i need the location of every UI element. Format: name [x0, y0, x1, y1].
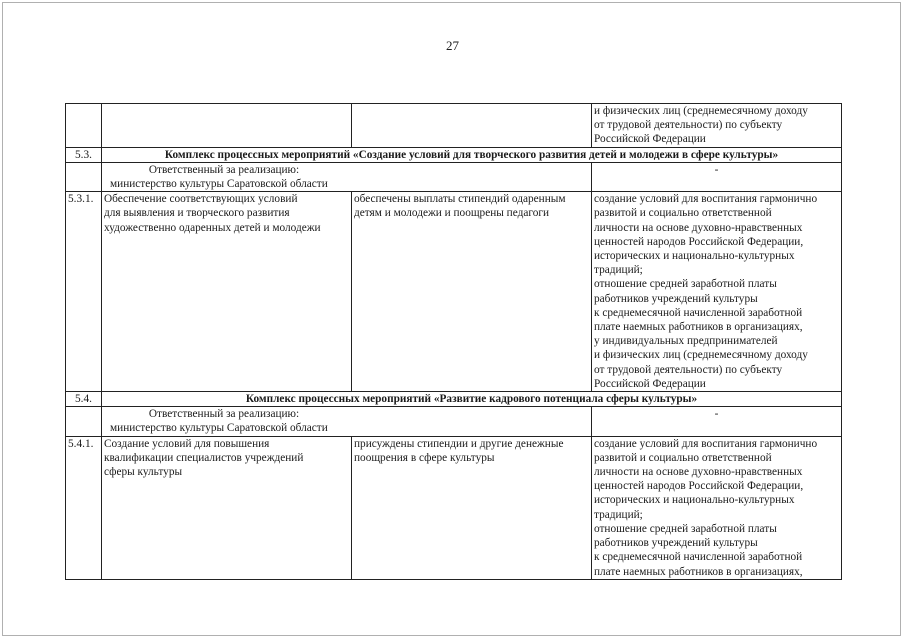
responsible-cell [102, 162, 592, 191]
responsible-cell [102, 407, 592, 436]
result-line: личности на основе духовно-нравственных [594, 466, 803, 479]
result-line: от трудовой деятельности) по субъекту [594, 119, 783, 132]
cell-result [592, 436, 842, 579]
result-line: исторических и национально-культурных [594, 494, 795, 507]
result-line: к среднемесячной начисленной заработной [594, 551, 803, 564]
table-row [66, 436, 842, 579]
responsible-label: Ответственный за реализацию: [148, 408, 300, 421]
responsible-dash: - [592, 162, 842, 191]
result-line: и физических лиц (среднемесячному доходу [594, 105, 808, 117]
section-title: Комплекс процессных мероприятий «Создание условий для творческого развития детей и молодежи в сфере культуры» [102, 147, 842, 162]
responsible-row [66, 162, 842, 191]
effect-line: присуждены стипендии и другие денежные [354, 437, 564, 450]
result-line: работников учреждений культуры [594, 292, 758, 305]
cell-result [592, 192, 842, 392]
result-line: от трудовой деятельности) по субъекту [594, 363, 783, 376]
task-line: квалификации специалистов учреждений [104, 451, 304, 464]
result-line: ценностей народов Российской Федерации, [594, 480, 804, 493]
responsible-label: Ответственный за реализацию: [148, 163, 300, 176]
cell-number [66, 162, 102, 191]
effect-line: детям и молодежи и поощрены педагоги [354, 207, 550, 220]
section-title: Комплекс процессных мероприятий «Развитие кадрового потенциала сферы культуры» [102, 392, 842, 407]
result-line: у индивидуальных предпринимателей [594, 335, 778, 348]
responsible-row [66, 407, 842, 436]
task-line: для выявления и творческого развития [104, 207, 290, 220]
section-number: 5.4. [66, 392, 102, 407]
cell-result [592, 104, 842, 148]
task-line: художественно одаренных детей и молодежи [104, 221, 321, 234]
result-line: развитой и социально ответственной [594, 207, 772, 220]
result-line: плате наемных работников в организациях, [594, 565, 803, 578]
effect-line: поощрения в сфере культуры [354, 451, 495, 464]
cell-effect [352, 436, 592, 579]
result-line: к среднемесячной начисленной заработной [594, 306, 803, 319]
result-line: личности на основе духовно-нравственных [594, 221, 803, 234]
section-row [66, 147, 842, 162]
result-line: Российской Федерации [594, 133, 706, 146]
measures-table [65, 103, 842, 580]
section-row [66, 392, 842, 407]
result-line: ценностей народов Российской Федерации, [594, 235, 804, 248]
responsible-value: министерство культуры Саратовской области [110, 422, 328, 435]
cell-task [102, 436, 352, 579]
section-number: 5.3. [66, 147, 102, 162]
result-line: отношение средней заработной платы [594, 278, 777, 291]
responsible-dash: - [592, 407, 842, 436]
row-number: 5.4.1. [66, 436, 102, 579]
responsible-value: министерство культуры Саратовской области [110, 178, 328, 191]
row-number: 5.3.1. [66, 192, 102, 392]
result-line: создание условий для воспитания гармонично [594, 193, 818, 206]
result-line: традиций; [594, 508, 643, 521]
result-line: работников учреждений культуры [594, 537, 758, 550]
table-row [66, 104, 842, 148]
result-line: плате наемных работников в организациях, [594, 321, 803, 334]
result-line: и физических лиц (среднемесячному доходу [594, 349, 808, 362]
cell-number [66, 407, 102, 436]
cell-effect [352, 192, 592, 392]
result-line: отношение средней заработной платы [594, 522, 777, 535]
result-line: развитой и социально ответственной [594, 451, 772, 464]
cell-effect [352, 104, 592, 148]
cell-task [102, 192, 352, 392]
result-line: исторических и национально-культурных [594, 250, 795, 263]
task-line: Обеспечение соответствующих условий [104, 193, 298, 206]
task-line: сферы культуры [104, 466, 183, 479]
page-number: 27 [446, 38, 459, 53]
task-line: Создание условий для повышения [104, 437, 270, 450]
result-line: Российской Федерации [594, 377, 706, 390]
cell-number [66, 104, 102, 148]
effect-line: обеспечены выплаты стипендий одаренным [354, 193, 566, 206]
table-row [66, 192, 842, 392]
result-line: традиций; [594, 264, 643, 277]
cell-task [102, 104, 352, 148]
result-line: создание условий для воспитания гармонично [594, 437, 818, 450]
